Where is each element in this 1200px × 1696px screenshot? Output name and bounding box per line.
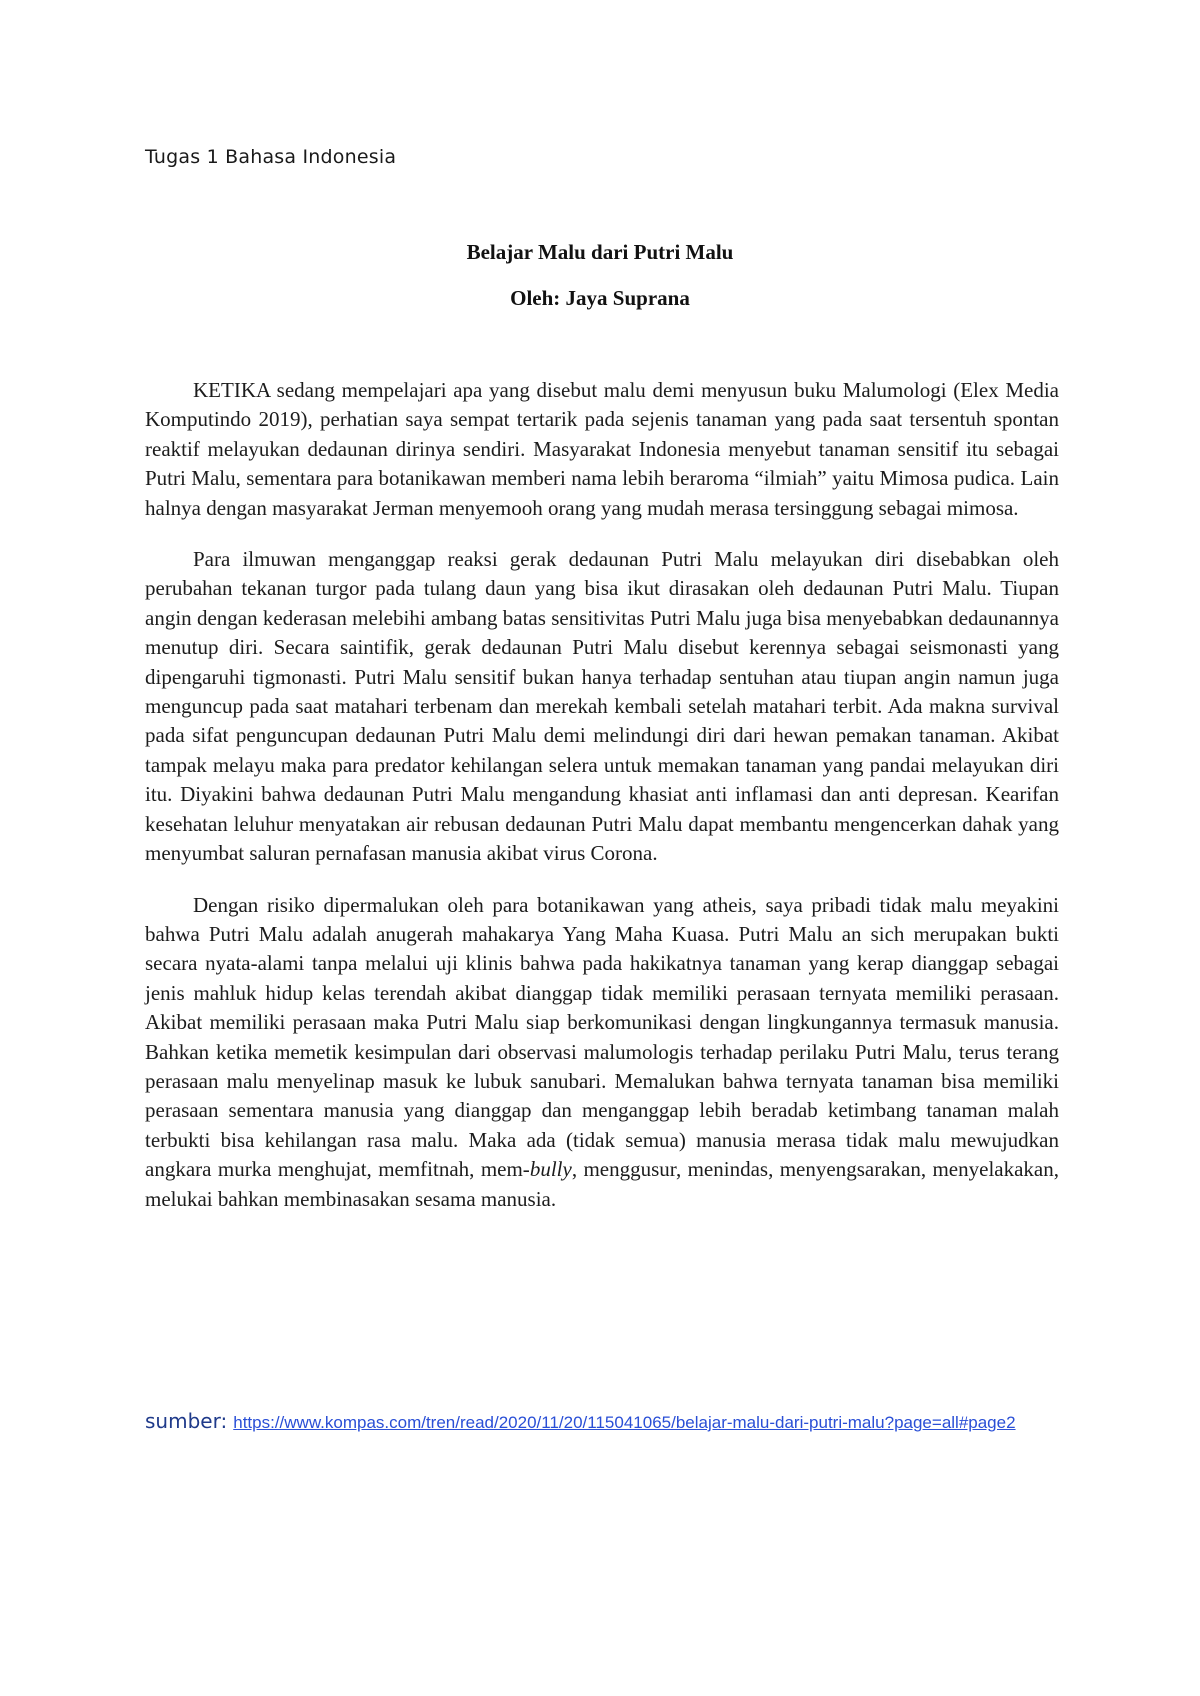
paragraph-1: KETIKA sedang mempelajari apa yang disebut malu demi menyusun buku Malumologi (Elex Media Komputindo 2019), perhatian saya sempat tertarik pada sejenis tanaman yang pada saat tersentuh spontan reaktif melayukan dedaunan dirinya sendiri. Masyarakat Indonesia menyebut tanaman sensitif itu sebagai Putri Malu, sementara para botanikawan memberi nama lebih beraroma “ilmiah” yaitu Mimosa pudica. Lain halnya dengan masyarakat Jerman menyemooh orang yang mudah merasa tersinggung sebagai mimosa. bbox=[145, 378, 1059, 520]
paragraph-2: Para ilmuwan menganggap reaksi gerak dedaunan Putri Malu melayukan diri disebabkan oleh perubahan tekanan turgor pada tulang daun yang bisa ikut dirasakan oleh dedaunan Putri Malu. Tiupan angin dengan kederasan melebihi ambang batas sensitivitas Putri Malu juga bisa menyebabkan dedaunannya menutup diri. Secara saintifik, gerak dedaunan Putri Malu disebut kerennya sebagai seismonasti yang dipengaruhi tigmonasti. Putri Malu sensitif bukan hanya terhadap sentuhan atau tiupan angin namun juga menguncup pada saat matahari terbenam dan merekah kembali setelah matahari terbit. Ada makna survival pada sifat penguncupan dedaunan Putri Malu demi melindungi diri dari hewan pemakan tanaman. Akibat tampak melayu maka para predator kehilangan selera untuk memakan tanaman yang pandai melayukan diri itu. Diyakini bahwa dedaunan Putri Malu mengandung khasiat anti inflamasi dan anti depresan. Kearifan kesehatan leluhur menyatakan air rebusan dedaunan Putri Malu dapat membantu mengencerkan dahak yang menyumbat saluran pernafasan manusia akibat virus Corona. bbox=[145, 547, 1059, 866]
paragraph-3 bbox=[145, 891, 1059, 1214]
italic-term-bully: bully bbox=[529, 1157, 572, 1182]
article-author: Oleh: Jaya Suprana bbox=[510, 286, 690, 310]
document-header: Tugas 1 Bahasa Indonesia bbox=[145, 146, 397, 168]
source-label: sumber: bbox=[145, 1409, 228, 1433]
paragraph-3-text-start: Dengan risiko dipermalukan oleh para botanikawan yang atheis, saya pribadi tidak malu meyakini bahwa Putri Malu adalah anugerah mahakarya Yang Maha Kuasa. Putri Malu an sich merupakan bukti secara nyata-alami tanpa melalui uji klinis bahwa pada hakikatnya tanaman yang kerap dianggap sebagai jenis mahluk hidup kelas terendah akibat dianggap tidak memiliki perasaan ternyata memiliki perasaan. Akibat memiliki perasaan maka Putri Malu siap berkomunikasi dengan lingkungannya termasuk manusia. Bahkan ketika memetik kesimpulan dari observasi malumologis terhadap perilaku Putri Malu, terus terang perasaan malu menyelinap masuk ke lubuk sanubari. Memalukan bahwa ternyata tanaman bisa memiliki perasaan sementara manusia yang dianggap dan menganggap lebih beradab ketimbang tanaman malah terbukti bisa kehilangan rasa malu. Maka ada (tidak semua) manusia merasa tidak malu mewujudkan angkara murka menghujat, memfitnah, mem- bbox=[145, 892, 1059, 1182]
paragraph-3-text-end: , menggusur, menindas, menyengsarakan, menyelakakan, melukai bahkan membinasakan sesama manusia. bbox=[145, 1157, 1059, 1211]
source-link[interactable]: https://www.kompas.com/tren/read/2020/11/20/115041065/belajar-malu-dari-putri-malu?page=all#page2 bbox=[233, 1413, 1016, 1432]
source-citation bbox=[145, 1408, 1059, 1436]
article-body bbox=[145, 376, 1059, 1236]
article-title: Belajar Malu dari Putri Malu bbox=[466, 240, 734, 264]
